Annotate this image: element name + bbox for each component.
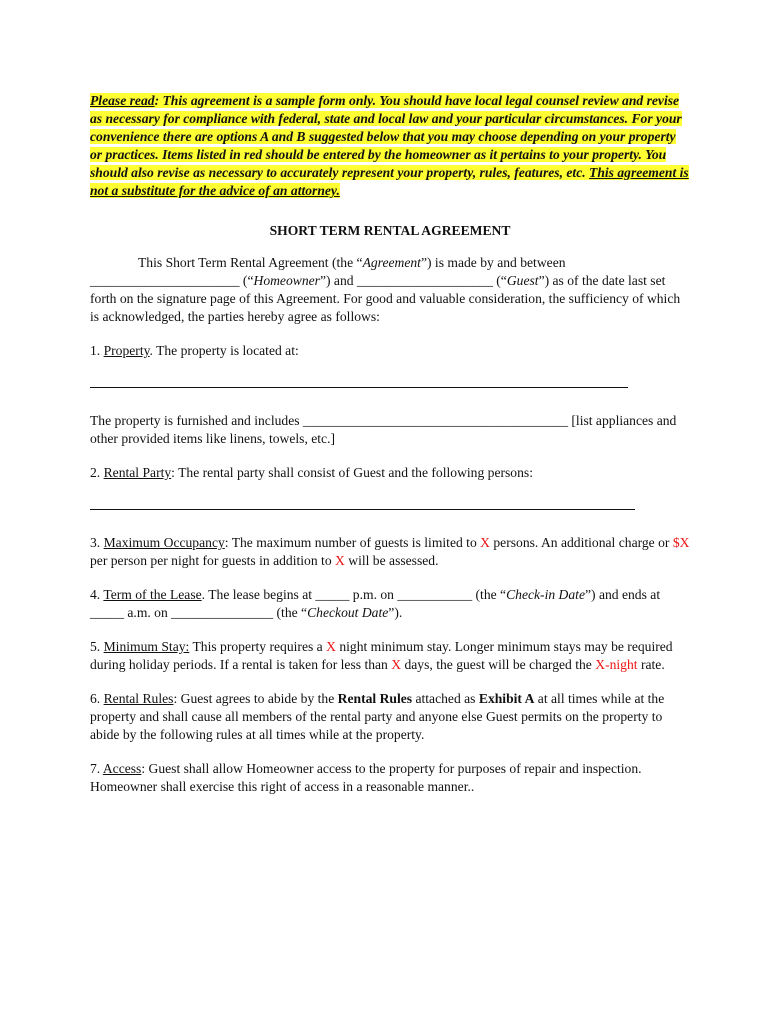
red-placeholder: X-night — [595, 657, 638, 672]
intro-paragraph — [90, 254, 690, 326]
section-text: night minimum stay. Longer minimum stays may be required during holiday periods. If a rental is taken for less than — [90, 639, 673, 672]
please-read-label: Please read — [90, 93, 155, 108]
intro-text: ”) and ____________________ (“ — [319, 273, 507, 288]
persons-blank-line[interactable] — [90, 508, 635, 510]
section-text: : Guest shall allow Homeowner access to the property for purposes of repair and inspection. Homeowner shall exercise this right of access in a reasonable manner.. — [90, 761, 642, 794]
not-substitute-text: This agreement is not a substitute for the advice of an attorney. — [90, 165, 689, 198]
section-text: : The rental party shall consist of Guest and the following persons: — [171, 465, 533, 480]
section-3-maximum-occupancy — [90, 534, 690, 570]
intro-text: ”) is made by and between ______________________ (“ — [90, 255, 566, 288]
red-placeholder: X — [326, 639, 336, 654]
section-number: 3. — [90, 535, 104, 550]
section-number: 5. — [90, 639, 104, 654]
section-heading: Property — [103, 343, 150, 358]
section-text: ”). — [388, 605, 403, 620]
section-text: at all times while at the property and shall cause all members of the rental party and anyone else Guest permits on the property to abide by the following rules at all times while at the property. — [90, 691, 665, 742]
address-blank-line[interactable] — [90, 386, 628, 388]
section-number: 4. — [90, 587, 104, 602]
red-placeholder: $X — [672, 535, 690, 550]
term-exhibit-a: Exhibit A — [478, 691, 535, 706]
section-text: attached as — [412, 691, 479, 706]
section-text: persons. An additional charge or — [489, 535, 673, 550]
section-5-minimum-stay — [90, 638, 690, 674]
section-text: : The maximum number of guests is limited to — [224, 535, 481, 550]
disclaimer-text: : This agreement is a sample form only. You should have local legal counsel review and revise as necessary for compliance with federal, state and local law and your particular circumstances. For your convenience there are options A and B suggested below that you may choose depending on your property or practices. Items listed in red should be entered by the homeowner as it pertains to your property. You should also revise as necessary to accurately represent your property, rules, features, etc. — [90, 93, 682, 180]
section-2-rental-party — [90, 464, 690, 482]
red-placeholder: X — [480, 535, 490, 550]
section-4-term-of-lease — [90, 586, 690, 622]
term-rental-rules: Rental Rules — [337, 691, 413, 706]
section-6-rental-rules — [90, 690, 690, 744]
furnished-paragraph: The property is furnished and includes _______________________________________ [list appliances and other provided items like linens, towels, etc.] — [90, 413, 677, 446]
disclaimer-notice — [90, 92, 690, 200]
section-7-access — [90, 760, 690, 796]
section-text: . The property is located at: — [149, 343, 299, 358]
section-number: 7. — [90, 761, 103, 776]
red-placeholder: X — [335, 553, 345, 568]
section-text: . The lease begins at _____ p.m. on ___________ (the “ — [201, 587, 507, 602]
section-text: This property requires a — [189, 639, 327, 654]
agreement-title: SHORT TERM RENTAL AGREEMENT — [269, 223, 511, 238]
term-guest: Guest — [506, 273, 539, 288]
section-heading: Access — [102, 761, 142, 776]
section-number: 2. — [90, 465, 104, 480]
section-number: 6. — [90, 691, 104, 706]
term-agreement: Agreement — [362, 255, 421, 270]
section-text: per person per night for guests in addition to — [90, 553, 336, 568]
section-number: 1. — [90, 343, 104, 358]
section-text: : Guest agrees to abide by the — [173, 691, 338, 706]
section-heading: Rental Party — [103, 465, 172, 480]
intro-text: This Short Term Rental Agreement (the “ — [138, 255, 363, 270]
red-placeholder: X — [391, 657, 402, 672]
intro-text: ”) as of the date last set forth on the signature page of this Agreement. For good and valuable consideration, the sufficiency of which is acknowledged, the parties hereby agree as follows: — [90, 273, 681, 324]
term-checkout-date: Checkout Date — [307, 605, 389, 620]
section-text: rate. — [637, 657, 665, 672]
section-1-property — [90, 342, 690, 360]
section-text: days, the guest will be charged the — [401, 657, 596, 672]
section-text: will be assessed. — [344, 553, 439, 568]
section-heading: Minimum Stay: — [103, 639, 190, 654]
document-body — [90, 92, 690, 796]
section-text: ”) and ends at _____ a.m. on _______________ (the “ — [90, 587, 661, 620]
section-heading: Rental Rules — [103, 691, 174, 706]
section-heading: Maximum Occupancy — [103, 535, 225, 550]
section-heading: Term of the Lease — [103, 587, 202, 602]
term-checkin-date: Check-in Date — [506, 587, 585, 602]
term-homeowner: Homeowner — [253, 273, 320, 288]
